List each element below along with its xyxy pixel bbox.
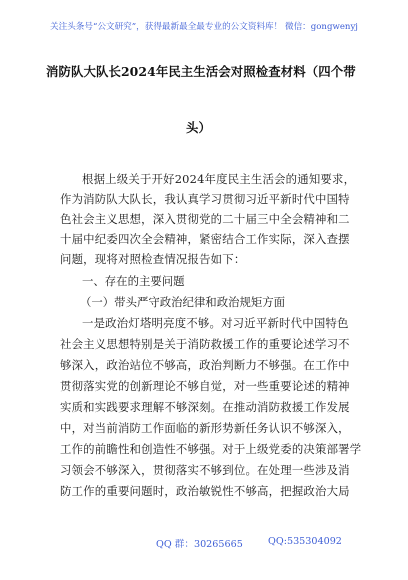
body-line: 中，对当前消防工作面临的新形势新任务认识不够深入， bbox=[60, 421, 350, 435]
document-title-line2: 头） bbox=[186, 120, 211, 135]
footer-qq-contact: QQ:535304092 bbox=[268, 536, 342, 547]
paragraph-line: 根据上级关于开好2024年度民主生活会的通知要求， bbox=[82, 172, 356, 186]
body-line: 实质和实践要求理解不够深刻。在推动消防救援工作发展 bbox=[60, 400, 350, 414]
body-line: 社会主义思想特别是关于消防救援工作的重要论述学习不 bbox=[60, 337, 350, 351]
body-line: 够深入，政治站位不够高，政治判断力不够强。在工作中 bbox=[60, 358, 350, 372]
paragraph-line: 问题，现将对照检查情况报告如下： bbox=[60, 252, 246, 266]
paragraph-line: 色社会主义思想，深入贯彻党的二十届三中全会精神和二 bbox=[60, 212, 350, 226]
header-banner: 关注头条号“公文研究”，获得最新最全最专业的公文资料库！ 微信：gongwenyj bbox=[50, 22, 358, 32]
document-title-line1: 消防队大队长2024年民主生活会对照检查材料（四个带 bbox=[46, 64, 356, 79]
body-line: 防工作的重要问题时，政治敏锐性不够高，把握政治大局 bbox=[60, 484, 350, 498]
paragraph-line: 作为消防队大队长，我认真学习贯彻习近平新时代中国特 bbox=[60, 192, 350, 206]
footer-qq-group: QQ 群：30265665 bbox=[156, 539, 243, 550]
subsection-heading: （一）带头严守政治纪律和政治规矩方面 bbox=[80, 295, 286, 309]
body-line: 习领会不够深入，贯彻落实不够到位。在处理一些涉及消 bbox=[60, 463, 350, 477]
paragraph-line: 十届中纪委四次全会精神，紧密结合工作实际，深入查摆 bbox=[60, 232, 350, 246]
body-line: 工作的前瞻性和创造性不够强。对于上级党委的决策部署学 bbox=[60, 442, 362, 456]
body-line: 贯彻落实党的创新理论不够自觉，对一些重要论述的精神 bbox=[60, 379, 350, 393]
body-line: 一是政治灯塔明亮度不够。对习近平新时代中国特色 bbox=[82, 316, 349, 330]
section-heading: 一、存在的主要问题 bbox=[82, 274, 185, 288]
